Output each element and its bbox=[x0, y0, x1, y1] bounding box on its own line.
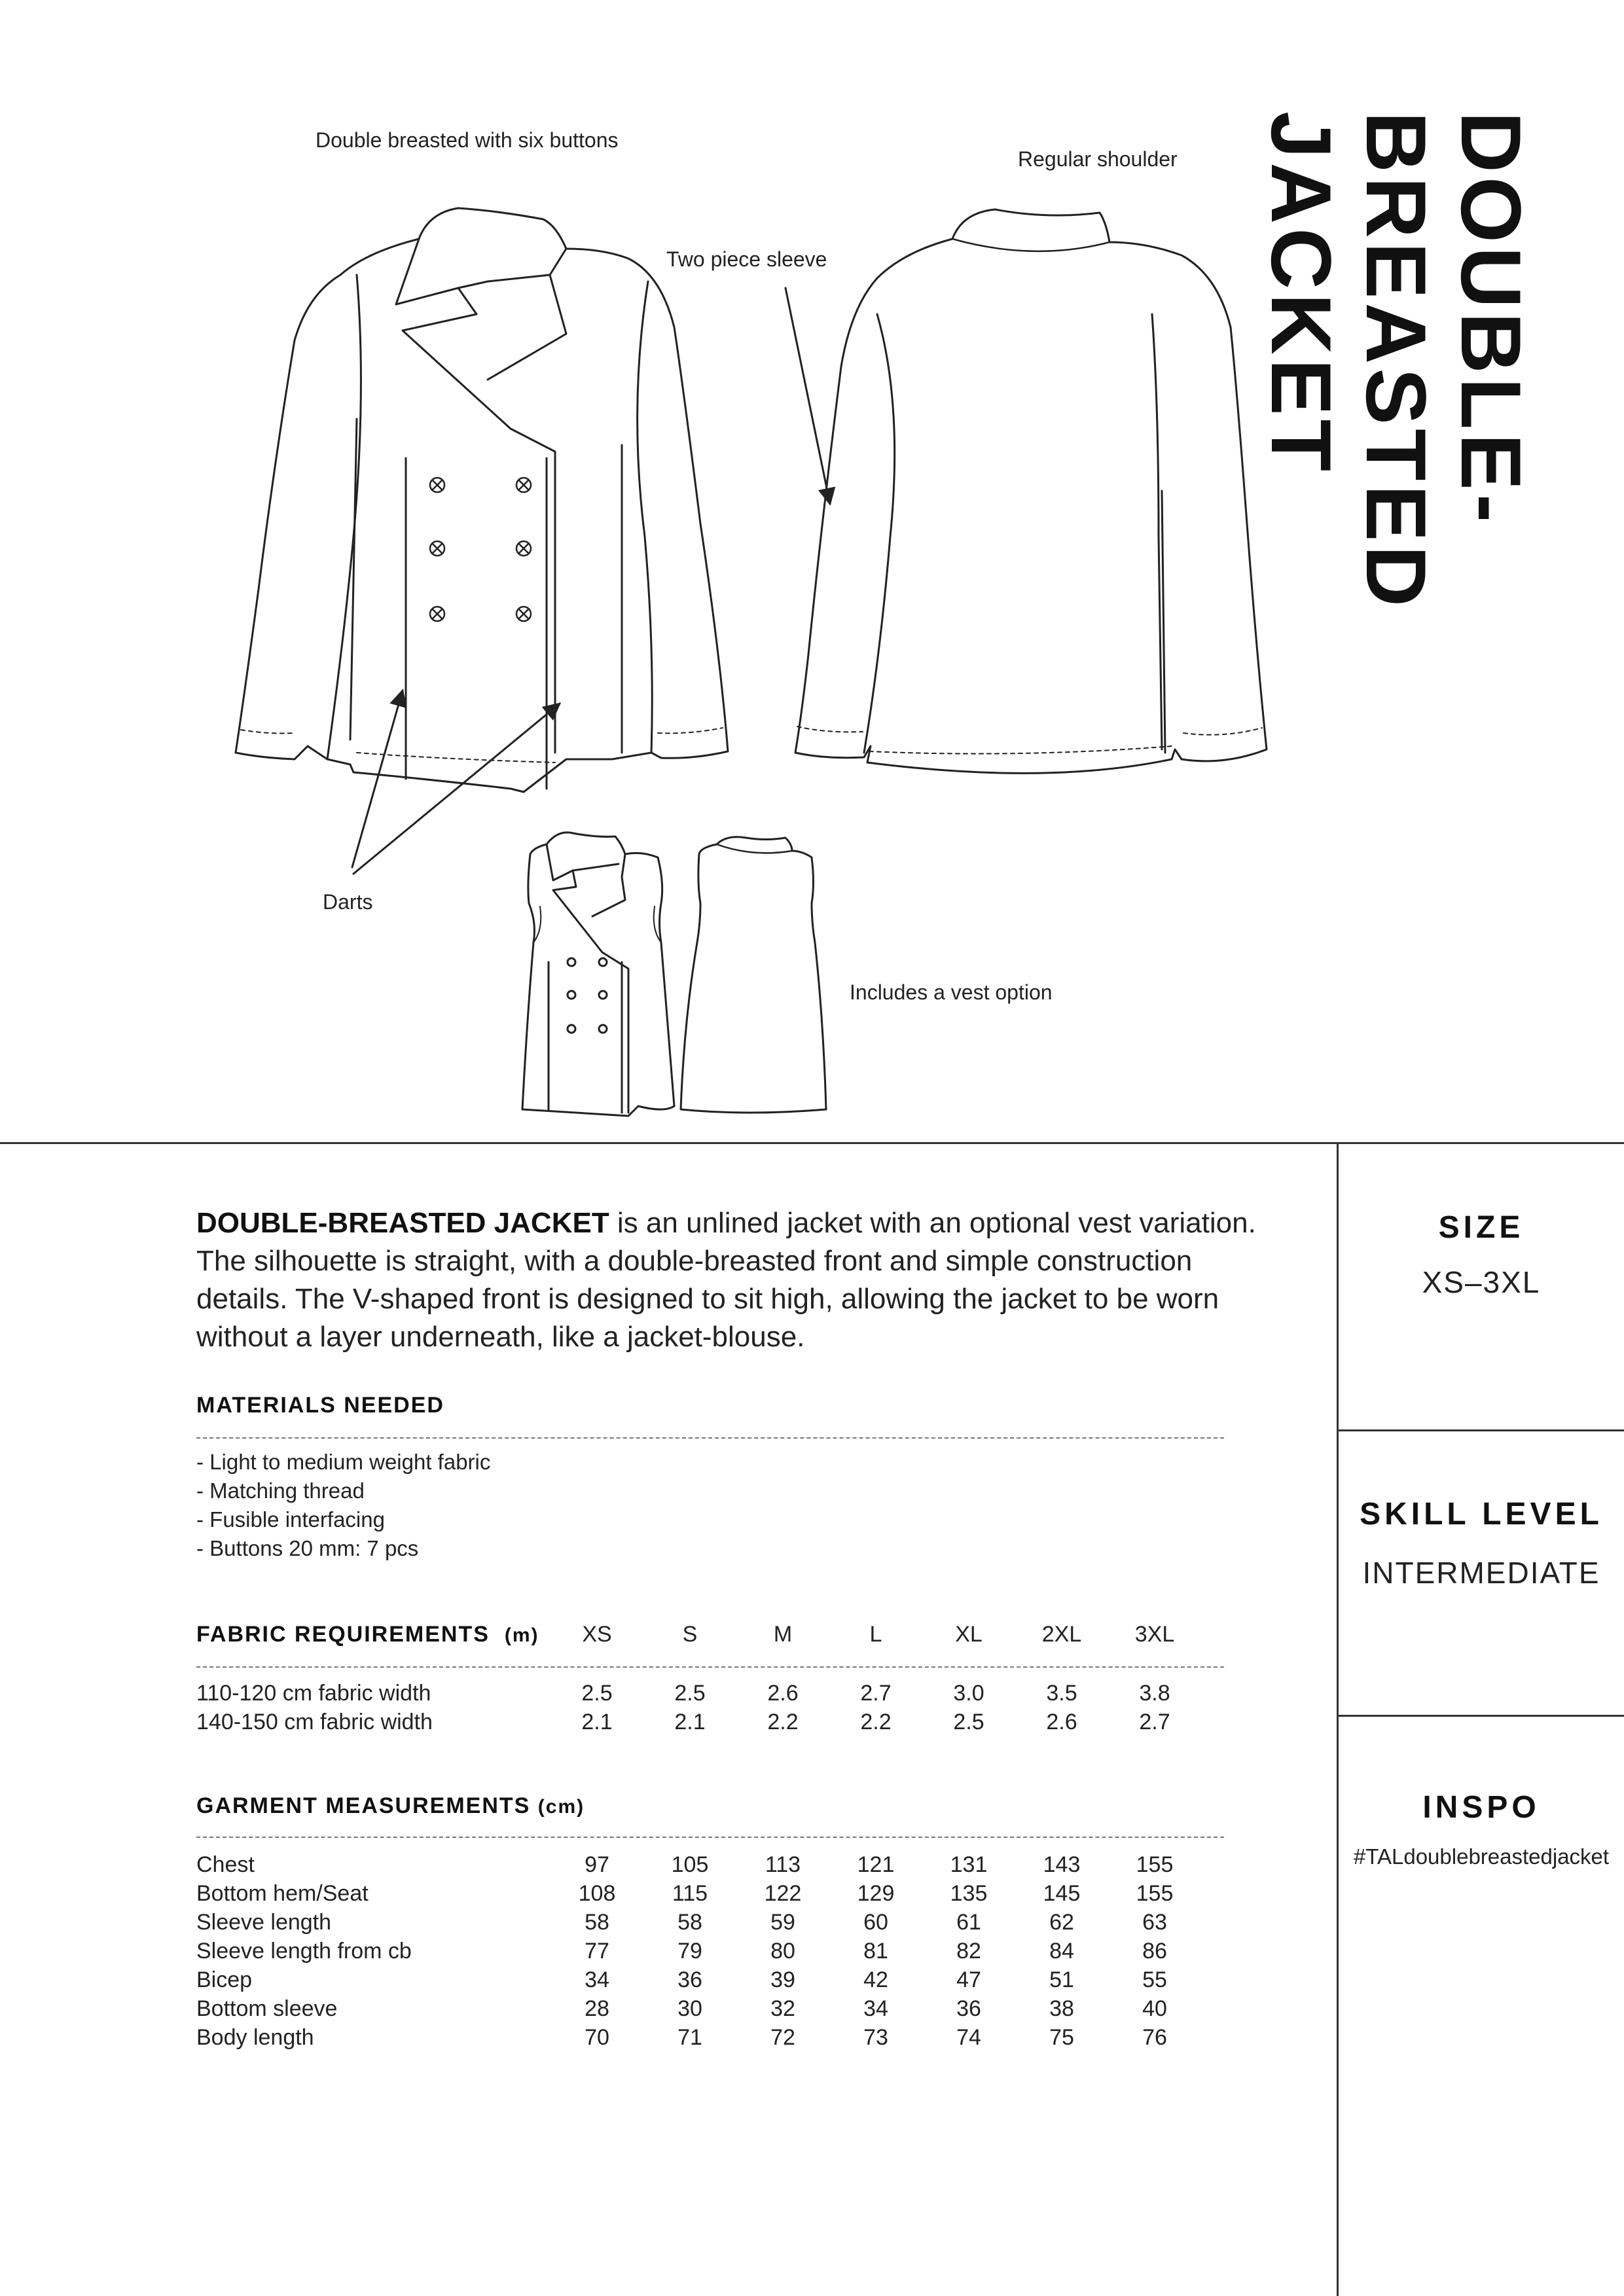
cell: 2.2 bbox=[767, 1710, 799, 1734]
cell: 34 bbox=[863, 1996, 888, 2021]
cell: 81 bbox=[863, 1939, 888, 1964]
size-col-2xl: 2XL bbox=[1041, 1622, 1082, 1647]
fabric-rule bbox=[196, 1666, 1224, 1668]
size-col-3xl: 3XL bbox=[1134, 1622, 1175, 1647]
cell: 79 bbox=[677, 1939, 702, 1964]
row-label: Bottom hem/Seat bbox=[196, 1881, 369, 1906]
cell: 2.7 bbox=[860, 1681, 892, 1706]
cell: 73 bbox=[863, 2025, 888, 2050]
section-divider bbox=[0, 1142, 1624, 1144]
materials-list bbox=[196, 1448, 490, 1563]
cell: 74 bbox=[956, 2025, 981, 2050]
cell: 131 bbox=[950, 1852, 988, 1877]
cell: 36 bbox=[677, 1967, 702, 1992]
jacket-buttons bbox=[430, 478, 531, 621]
cell: 39 bbox=[770, 1967, 795, 1992]
inspo-title: INSPO bbox=[1422, 1790, 1540, 1825]
cell: 3.5 bbox=[1046, 1681, 1077, 1706]
material-item: - Fusible interfacing bbox=[196, 1507, 385, 1532]
cell: 76 bbox=[1142, 2025, 1167, 2050]
inspo-hashtag[interactable]: #TALdoublebreastedjacket bbox=[1353, 1844, 1610, 1869]
table-row bbox=[196, 1996, 1224, 2025]
row-label: 140-150 cm fabric width bbox=[196, 1710, 433, 1734]
material-item: - Light to medium weight fabric bbox=[196, 1450, 491, 1474]
cell: 82 bbox=[956, 1939, 981, 1964]
cell: 2.6 bbox=[767, 1681, 799, 1706]
page-title bbox=[1254, 111, 1539, 923]
table-row bbox=[196, 1852, 1224, 1881]
skill-value: INTERMEDIATE bbox=[1362, 1556, 1600, 1590]
cell: 71 bbox=[677, 2025, 702, 2050]
cell: 51 bbox=[1049, 1967, 1074, 1992]
cell: 40 bbox=[1142, 1996, 1167, 2021]
cell: 145 bbox=[1043, 1881, 1081, 1906]
cell: 2.1 bbox=[674, 1710, 706, 1734]
cell: 59 bbox=[770, 1910, 795, 1935]
cell: 155 bbox=[1136, 1852, 1174, 1877]
jacket-back-drawing bbox=[795, 209, 1267, 773]
materials-heading: MATERIALS NEEDED bbox=[196, 1393, 444, 1418]
cell: 60 bbox=[863, 1910, 888, 1935]
cell: 58 bbox=[585, 1910, 609, 1935]
cell: 122 bbox=[764, 1881, 802, 1906]
table-row bbox=[196, 1939, 1224, 1967]
cell: 3.8 bbox=[1139, 1681, 1170, 1706]
cell: 143 bbox=[1043, 1852, 1081, 1877]
size-col-s: S bbox=[682, 1622, 698, 1647]
title-line-1: DOUBLE-BREASTED bbox=[1348, 111, 1539, 611]
sidebar-divider-2 bbox=[1337, 1715, 1624, 1717]
title-line-2: JACKET bbox=[1254, 111, 1349, 476]
row-label: Bottom sleeve bbox=[196, 1996, 338, 2021]
size-col-xs: XS bbox=[582, 1622, 612, 1647]
cell: 97 bbox=[585, 1852, 609, 1877]
size-value: XS–3XL bbox=[1422, 1265, 1541, 1299]
table-row bbox=[196, 1967, 1224, 1996]
cell: 30 bbox=[677, 1996, 702, 2021]
cell: 84 bbox=[1049, 1939, 1074, 1964]
cell: 36 bbox=[956, 1996, 981, 2021]
cell: 113 bbox=[765, 1852, 801, 1877]
vest-front-drawing bbox=[522, 833, 674, 1116]
row-label: 110-120 cm fabric width bbox=[196, 1681, 431, 1706]
cell: 61 bbox=[956, 1910, 981, 1935]
cell: 55 bbox=[1142, 1967, 1167, 1992]
cell: 2.5 bbox=[953, 1710, 984, 1734]
description-text: is an unlined jacket with an optional vest variation. The silhouette is straight, with a double-breasted front and simple construction details. The V-shaped front is designed to sit high, allowing the jacket to be worn without a layer underneath, like a jacket-blouse. bbox=[196, 1207, 1256, 1353]
table-row bbox=[196, 2025, 1224, 2054]
description bbox=[196, 1204, 1283, 1356]
vest-back-drawing bbox=[681, 837, 826, 1113]
material-item: - Matching thread bbox=[196, 1479, 365, 1503]
callout-regular-shoulder: Regular shoulder bbox=[1018, 147, 1178, 171]
sidebar-divider-1 bbox=[1337, 1429, 1624, 1431]
fabric-heading: FABRIC REQUIREMENTS (m) bbox=[196, 1622, 539, 1647]
cell: 34 bbox=[585, 1967, 609, 1992]
row-label: Chest bbox=[196, 1852, 255, 1877]
cell: 62 bbox=[1049, 1910, 1074, 1935]
cell: 3.0 bbox=[953, 1681, 984, 1706]
cell: 63 bbox=[1142, 1910, 1167, 1935]
cell: 2.5 bbox=[674, 1681, 706, 1706]
garment-heading: GARMENT MEASUREMENTS (cm) bbox=[196, 1793, 585, 1818]
skill-title: SKILL LEVEL bbox=[1360, 1497, 1603, 1532]
cell: 77 bbox=[585, 1939, 609, 1964]
cell: 72 bbox=[770, 2025, 795, 2050]
cell: 155 bbox=[1136, 1881, 1174, 1906]
cell: 32 bbox=[770, 1996, 795, 2021]
cell: 47 bbox=[956, 1967, 981, 1992]
row-label: Bicep bbox=[196, 1967, 253, 1992]
cell: 70 bbox=[585, 2025, 609, 2050]
callout-double-breasted: Double breasted with six buttons bbox=[316, 128, 619, 152]
fabric-header-row bbox=[196, 1622, 1224, 1651]
size-title: SIZE bbox=[1438, 1210, 1525, 1245]
garment-rule bbox=[196, 1837, 1224, 1838]
cell: 121 bbox=[857, 1852, 895, 1877]
table-row bbox=[196, 1910, 1224, 1939]
cell: 28 bbox=[585, 1996, 609, 2021]
sidebar-divider bbox=[1337, 1142, 1339, 2296]
jacket-front-drawing bbox=[236, 208, 728, 792]
cell: 58 bbox=[677, 1910, 702, 1935]
cell: 129 bbox=[857, 1881, 895, 1906]
cell: 80 bbox=[770, 1939, 795, 1964]
cell: 2.1 bbox=[581, 1710, 613, 1734]
cell: 2.2 bbox=[860, 1710, 892, 1734]
row-label: Sleeve length from cb bbox=[196, 1939, 412, 1964]
materials-rule bbox=[196, 1437, 1224, 1439]
size-col-l: L bbox=[869, 1622, 882, 1647]
cell: 75 bbox=[1049, 2025, 1074, 2050]
cell: 108 bbox=[578, 1881, 616, 1906]
sleeve-arrow bbox=[785, 288, 830, 504]
cell: 86 bbox=[1142, 1939, 1167, 1964]
table-row bbox=[196, 1710, 1224, 1738]
callout-darts: Darts bbox=[323, 890, 373, 914]
callout-vest-option: Includes a vest option bbox=[850, 980, 1053, 1004]
size-col-m: M bbox=[773, 1622, 793, 1647]
cell: 2.5 bbox=[581, 1681, 613, 1706]
callout-two-piece-sleeve: Two piece sleeve bbox=[666, 247, 827, 271]
cell: 2.7 bbox=[1139, 1710, 1170, 1734]
table-row bbox=[196, 1881, 1224, 1910]
row-label: Sleeve length bbox=[196, 1910, 332, 1935]
size-col-xl: XL bbox=[955, 1622, 983, 1647]
cell: 38 bbox=[1049, 1996, 1074, 2021]
row-label: Body length bbox=[196, 2025, 314, 2050]
cell: 105 bbox=[671, 1852, 709, 1877]
cell: 42 bbox=[863, 1967, 888, 1992]
cell: 115 bbox=[672, 1881, 708, 1906]
table-row bbox=[196, 1681, 1224, 1710]
cell: 135 bbox=[950, 1881, 988, 1906]
description-lead: DOUBLE-BREASTED JACKET bbox=[196, 1207, 609, 1239]
material-item: - Buttons 20 mm: 7 pcs bbox=[196, 1536, 419, 1560]
cell: 2.6 bbox=[1046, 1710, 1077, 1734]
